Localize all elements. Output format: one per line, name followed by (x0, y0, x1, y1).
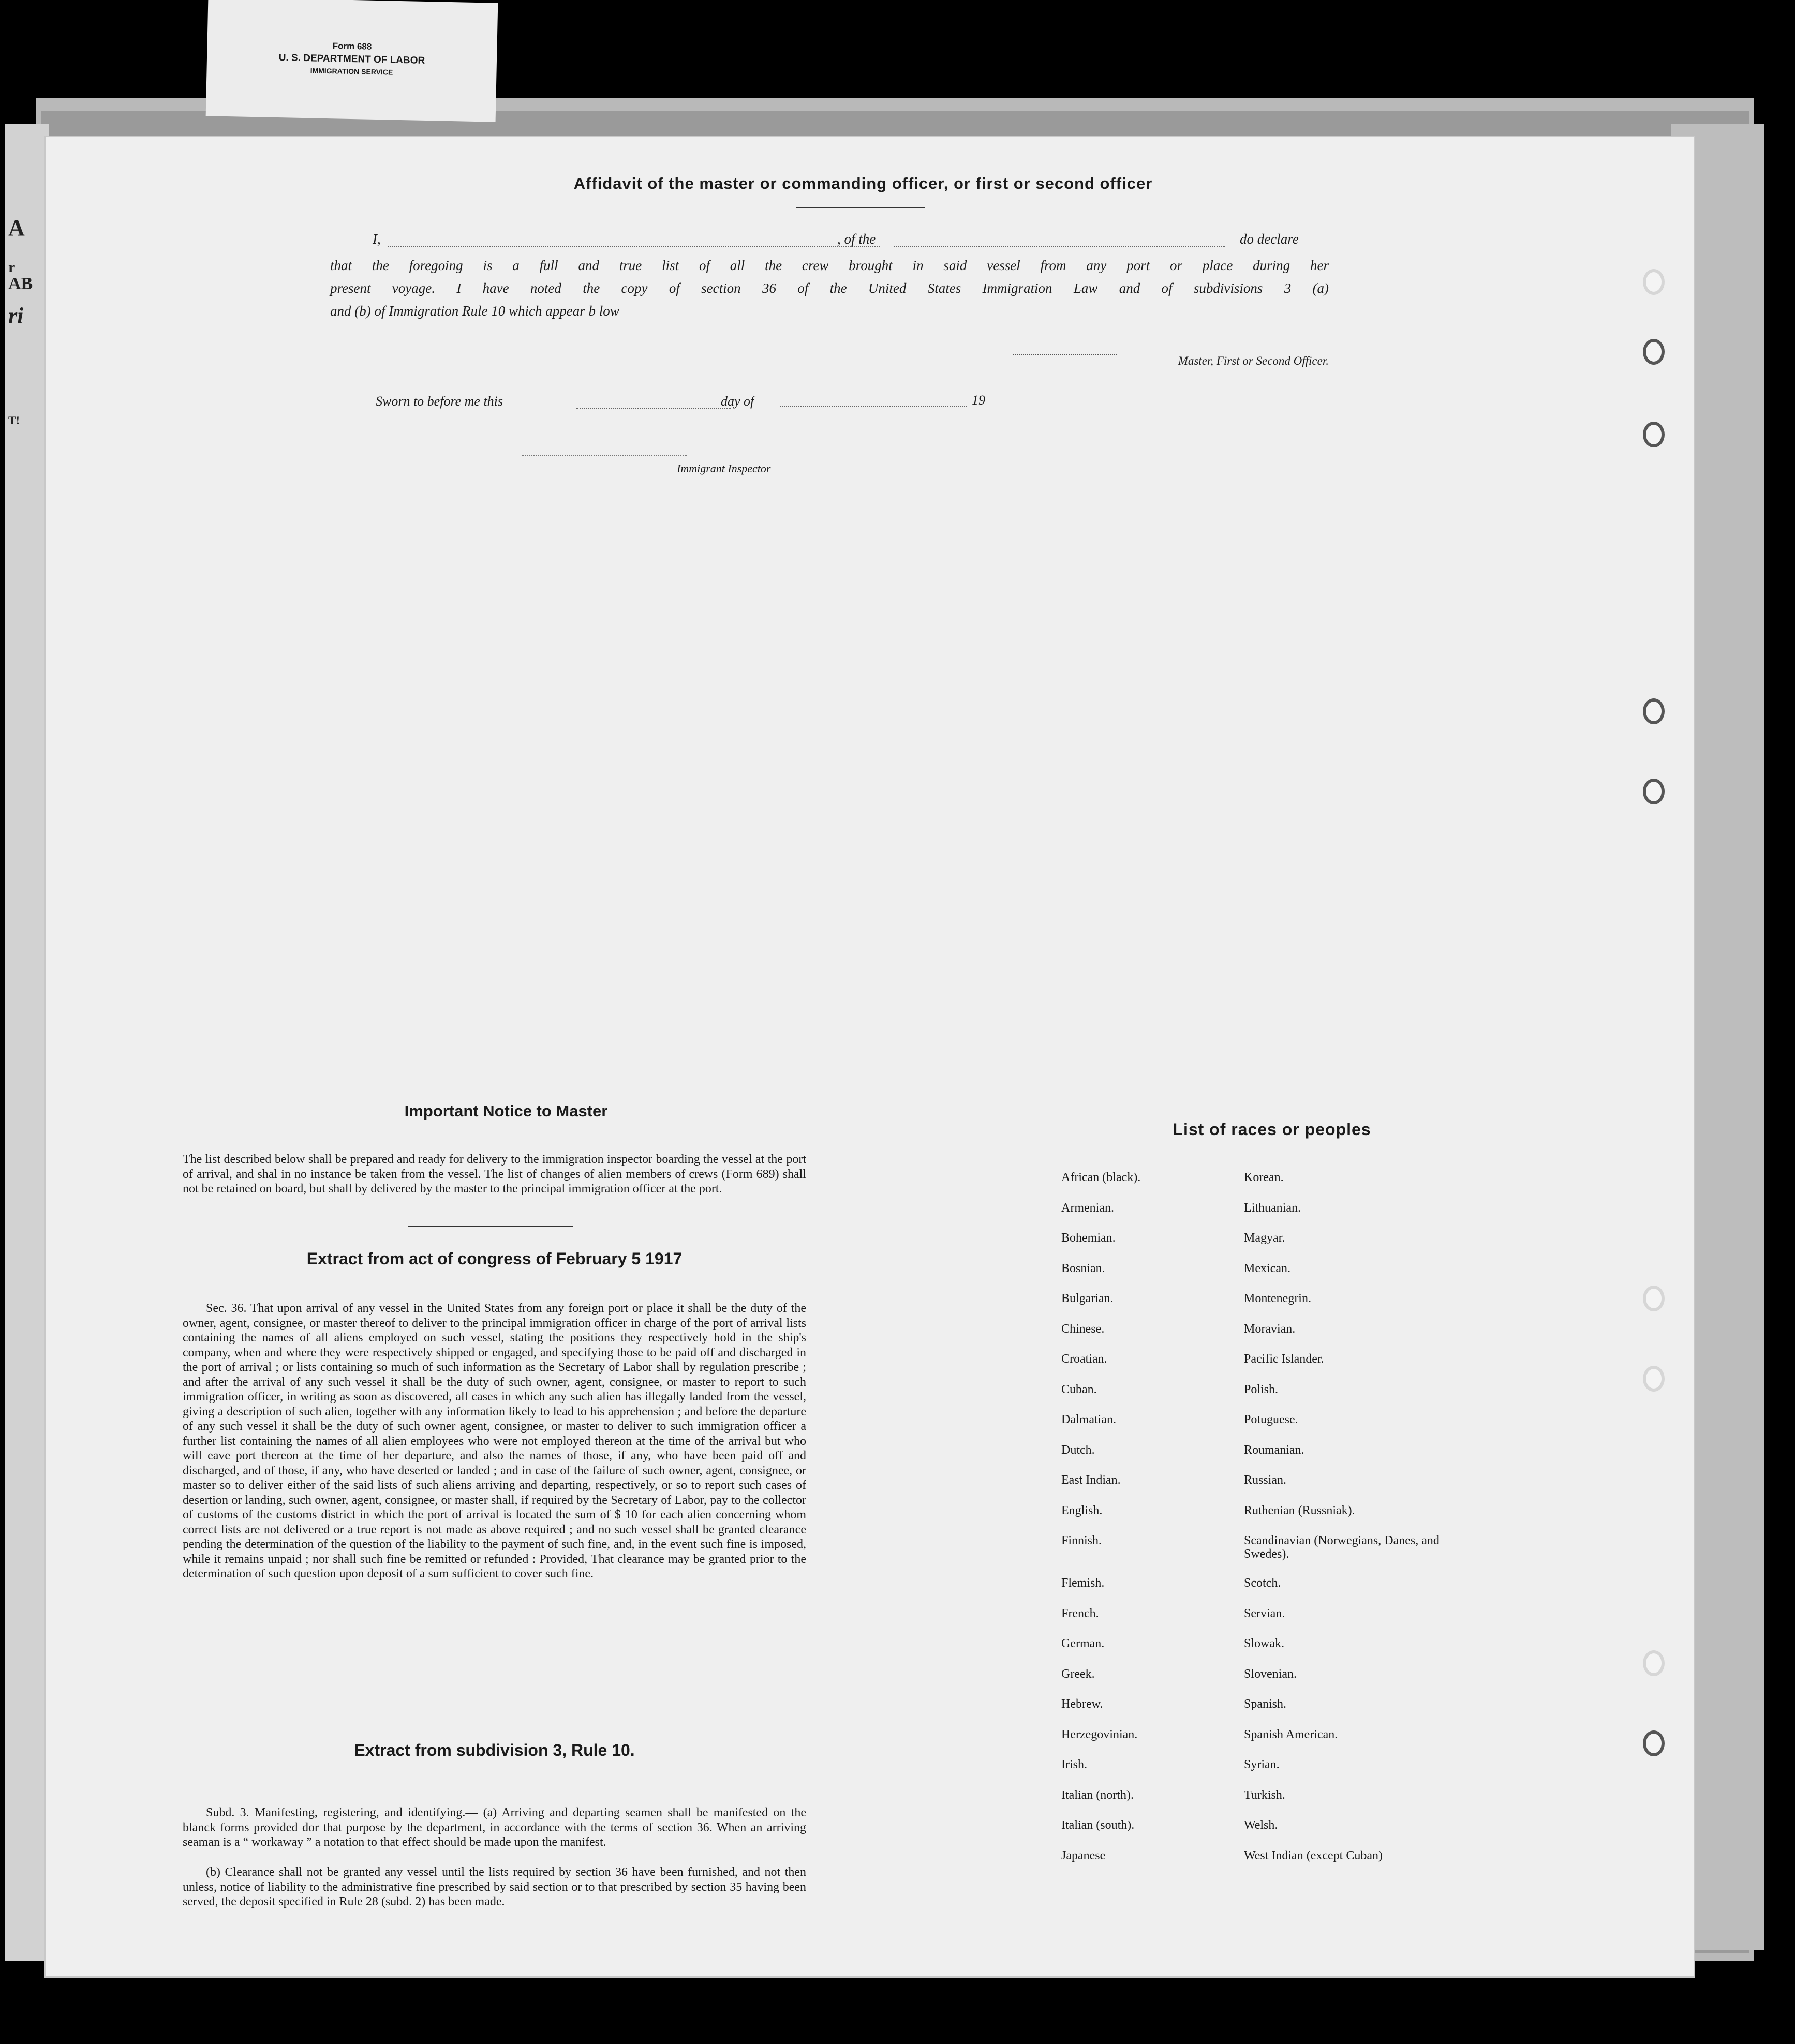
inspector-signature-line[interactable] (522, 455, 687, 456)
section-rule (408, 1226, 573, 1227)
notice-text: The list described below shall be prepared and ready for delivery to the immigration inspector boarding the vessel at the port of arrival, and shal in no instance be taken from the vessel. The list of changes of alien members of crews (Form 689) shall not be retained on board, but shall by delivered by the master to the principal immigration officer at the port. (183, 1153, 806, 1196)
punch-hole (1643, 1650, 1665, 1676)
year-prefix: 19 (972, 393, 985, 408)
races-row (1061, 1443, 1441, 1474)
form-number: Form 688 (332, 41, 372, 52)
races-row (1061, 1697, 1441, 1728)
extract-rule-heading: Extract from subdivision 3, Rule 10. (354, 1741, 635, 1759)
races-row (1061, 1849, 1441, 1879)
master-signature-caption: Master, First or Second Officer. (1178, 354, 1329, 367)
race-entry-right: Welsh. (1244, 1818, 1278, 1832)
form-tab (206, 0, 498, 122)
races-row (1061, 1576, 1441, 1607)
race-entry-left: Cuban. (1061, 1382, 1097, 1396)
races-row (1061, 1473, 1441, 1504)
punch-hole (1643, 339, 1665, 365)
race-entry-right: Mexican. (1244, 1261, 1290, 1275)
race-entry-right: Scandinavian (Norwegians, Danes, and Swedes). (1244, 1534, 1440, 1561)
race-entry-right: Montenegrin. (1244, 1292, 1311, 1305)
punch-hole (1643, 1286, 1665, 1311)
races-row (1061, 1292, 1441, 1322)
punch-hole (1643, 1366, 1665, 1392)
race-entry-right: Russian. (1244, 1473, 1287, 1487)
service-name: IMMIGRATION SERVICE (310, 66, 393, 77)
vessel-field[interactable] (894, 246, 1225, 247)
day-of-label: day of (721, 394, 754, 409)
races-row (1061, 1818, 1441, 1849)
race-entry-left: African (black). (1061, 1171, 1141, 1184)
sworn-label: Sworn to before me this (376, 394, 503, 409)
race-entry-left: Japanese (1061, 1848, 1106, 1862)
affidavit-line-2: that the foregoing is a full and true list of all the crew brought in said vessel from any port or place during her (330, 258, 1329, 273)
races-row (1061, 1788, 1441, 1819)
punch-hole (1643, 779, 1665, 804)
race-entry-left: Dalmatian. (1061, 1413, 1116, 1426)
race-entry-left: Finnish. (1061, 1534, 1102, 1547)
affidavit-i-label: I, (373, 231, 381, 247)
punch-hole (1643, 698, 1665, 724)
race-entry-right: West Indian (except Cuban) (1244, 1848, 1383, 1862)
race-entry-left: Dutch. (1061, 1443, 1095, 1457)
race-entry-left: Croatian. (1061, 1352, 1107, 1366)
race-entry-right: Spanish. (1244, 1697, 1287, 1711)
race-entry-right: Pacific Islander. (1244, 1352, 1324, 1366)
races-row (1061, 1352, 1441, 1383)
race-entry-left: Herzegovinian. (1061, 1727, 1138, 1741)
race-entry-right: Slowak. (1244, 1637, 1284, 1650)
races-row (1061, 1231, 1441, 1262)
races-row (1061, 1504, 1441, 1534)
races-row (1061, 1262, 1441, 1292)
punch-hole (1643, 422, 1665, 447)
left-page-edge: A r AB ri T! (5, 124, 49, 1961)
notice-heading: Important Notice to Master (404, 1102, 608, 1120)
races-row (1061, 1637, 1441, 1667)
races-row (1061, 1171, 1441, 1201)
race-entry-right: Syrian. (1244, 1758, 1280, 1771)
race-entry-left: Italian (north). (1061, 1788, 1134, 1802)
race-entry-right: Scotch. (1244, 1576, 1281, 1590)
race-entry-left: Irish. (1061, 1758, 1087, 1771)
race-entry-left: Chinese. (1061, 1322, 1105, 1336)
race-entry-left: Hebrew. (1061, 1697, 1103, 1711)
race-entry-left: Bulgarian. (1061, 1292, 1114, 1305)
races-list (1061, 1171, 1537, 1879)
races-heading: List of races or peoples (1173, 1120, 1371, 1139)
race-entry-left: Flemish. (1061, 1576, 1105, 1590)
extract-rule-para-a: Subd. 3. Manifesting, registering, and identifying.— (a) Arriving and departing seamen shall be manifested on the blanck forms provided dor that purpose by the department, in accordance with the terms of section 36. When an arriving seaman is a “ workaway ” a notation to that effect should be made upon the manifest. (183, 1806, 806, 1849)
race-entry-right: Slovenian. (1244, 1667, 1297, 1681)
race-entry-left: East Indian. (1061, 1473, 1121, 1487)
race-entry-right: Spanish American. (1244, 1727, 1338, 1741)
race-entry-left: Italian (south). (1061, 1818, 1135, 1832)
races-row (1061, 1413, 1441, 1443)
race-entry-left: Bohemian. (1061, 1231, 1116, 1245)
races-row (1061, 1534, 1441, 1576)
extract-rule-para-b: (b) Clearance shall not be granted any vessel until the lists required by section 36 have been furnished, and not then unless, notice of liability to the administrative fine prescribed by said section or to that prescribed by section 35 having been served, the deposit specified in Rule 28 (subd. 2) has been made. (183, 1866, 806, 1908)
races-row (1061, 1667, 1441, 1698)
races-row (1061, 1758, 1441, 1788)
affidavit-heading: Affidavit of the master or commanding officer, or first or second officer (573, 174, 1153, 192)
race-entry-right: Korean. (1244, 1171, 1284, 1184)
extract-act-text: Sec. 36. That upon arrival of any vessel in the United States from any foreign port or place it shall be the duty of the owner, agent, consignee, or master thereof to deliver to the principal immigration officer in charge of the port of arrival lists containing the names of all aliens employed on such vessel, stating the positions they respectively hold in the ship's company, when and where they were respectively shipped or engaged, and specifying those to be paid off and discharged in the port of arrival ; or lists containing so much of such information as the Secretary of Labor shall by regulation prescribe ; and after the arrival of any such vessel it shall be the duty of such owner, agent, consignee, or master to report to such immigration officer, in writing as soon as discovered, all cases in which any such alien has illegally landed from the vessel, giving a description of such alien, together with any information likely to lead to his apprehension ; and before the departure of any such vessel it shall be the duty of such owner agent, consignee, or master to deliver to such immigration officer a further list containing the names of all alien employees who were not employed thereon at the time of the arrival but who will eave port thereon at the time of her departure, and also the names of those, if any, who have been paid off and discharged, and of those, if any, who have deserted or landed ; and in case of the failure of such owner, agent, consignee, or master so to deliver either of the said lists of such aliens arriving and departing, respectively, or so to report such cases of desertion or landing, such owner, agent, consignee, or master shall, if required by the Secretary of Labor, pay to the collector of customs of the customs district in which the port of arrival is located the sum of $ 10 for each alien concerning whom correct lists are not delivered or a true report is not made as above required ; and no such vessel shall be granted clearance pending the determination of the question of the liability to the payment of such fine, and, in the event such fine is imposed, while it remains unpaid ; nor shall such fine be remitted or refunded : Provided, That clearance may be granted prior to the determination of such question upon deposit of a sum sufficient to cover such fine. (183, 1302, 806, 1580)
race-entry-right: Turkish. (1244, 1788, 1285, 1802)
race-entry-left: Bosnian. (1061, 1261, 1105, 1275)
race-entry-left: Greek. (1061, 1667, 1095, 1681)
name-field[interactable] (388, 246, 880, 247)
races-row (1061, 1201, 1441, 1232)
month-field[interactable] (780, 406, 967, 407)
affidavit-of-the-label: , of the (837, 231, 876, 247)
race-entry-right: Lithuanian. (1244, 1201, 1301, 1215)
race-entry-left: Armenian. (1061, 1201, 1114, 1215)
race-entry-right: Magyar. (1244, 1231, 1285, 1245)
race-entry-left: French. (1061, 1606, 1099, 1620)
race-entry-right: Ruthenian (Russniak). (1244, 1503, 1355, 1517)
affidavit-line-4: and (b) of Immigration Rule 10 which appear b low (330, 303, 619, 319)
race-entry-left: German. (1061, 1637, 1105, 1650)
race-entry-right: Roumanian. (1244, 1443, 1304, 1457)
race-entry-right: Potuguese. (1244, 1413, 1298, 1426)
extract-act-heading: Extract from act of congress of February 5 1917 (306, 1249, 683, 1268)
races-row (1061, 1383, 1441, 1413)
race-entry-right: Polish. (1244, 1382, 1279, 1396)
day-field[interactable] (576, 408, 731, 409)
affidavit-line-3: present voyage. I have noted the copy of section 36 of the United States Immigration Law and of subdivisions 3 (a) (330, 280, 1329, 296)
punch-hole (1643, 1730, 1665, 1756)
races-row (1061, 1322, 1441, 1353)
department-name: U. S. DEPARTMENT OF LABOR (278, 52, 425, 66)
race-entry-right: Moravian. (1244, 1322, 1296, 1336)
races-table (1061, 1171, 1441, 1879)
races-row (1061, 1607, 1441, 1637)
heading-rule (796, 207, 925, 208)
races-row (1061, 1728, 1441, 1758)
do-declare-text: do declare (1240, 231, 1299, 247)
form-page (46, 137, 1694, 1976)
punch-hole (1643, 269, 1665, 295)
race-entry-right: Servian. (1244, 1606, 1285, 1620)
race-entry-left: English. (1061, 1503, 1103, 1517)
inspector-caption: Immigrant Inspector (677, 462, 771, 475)
